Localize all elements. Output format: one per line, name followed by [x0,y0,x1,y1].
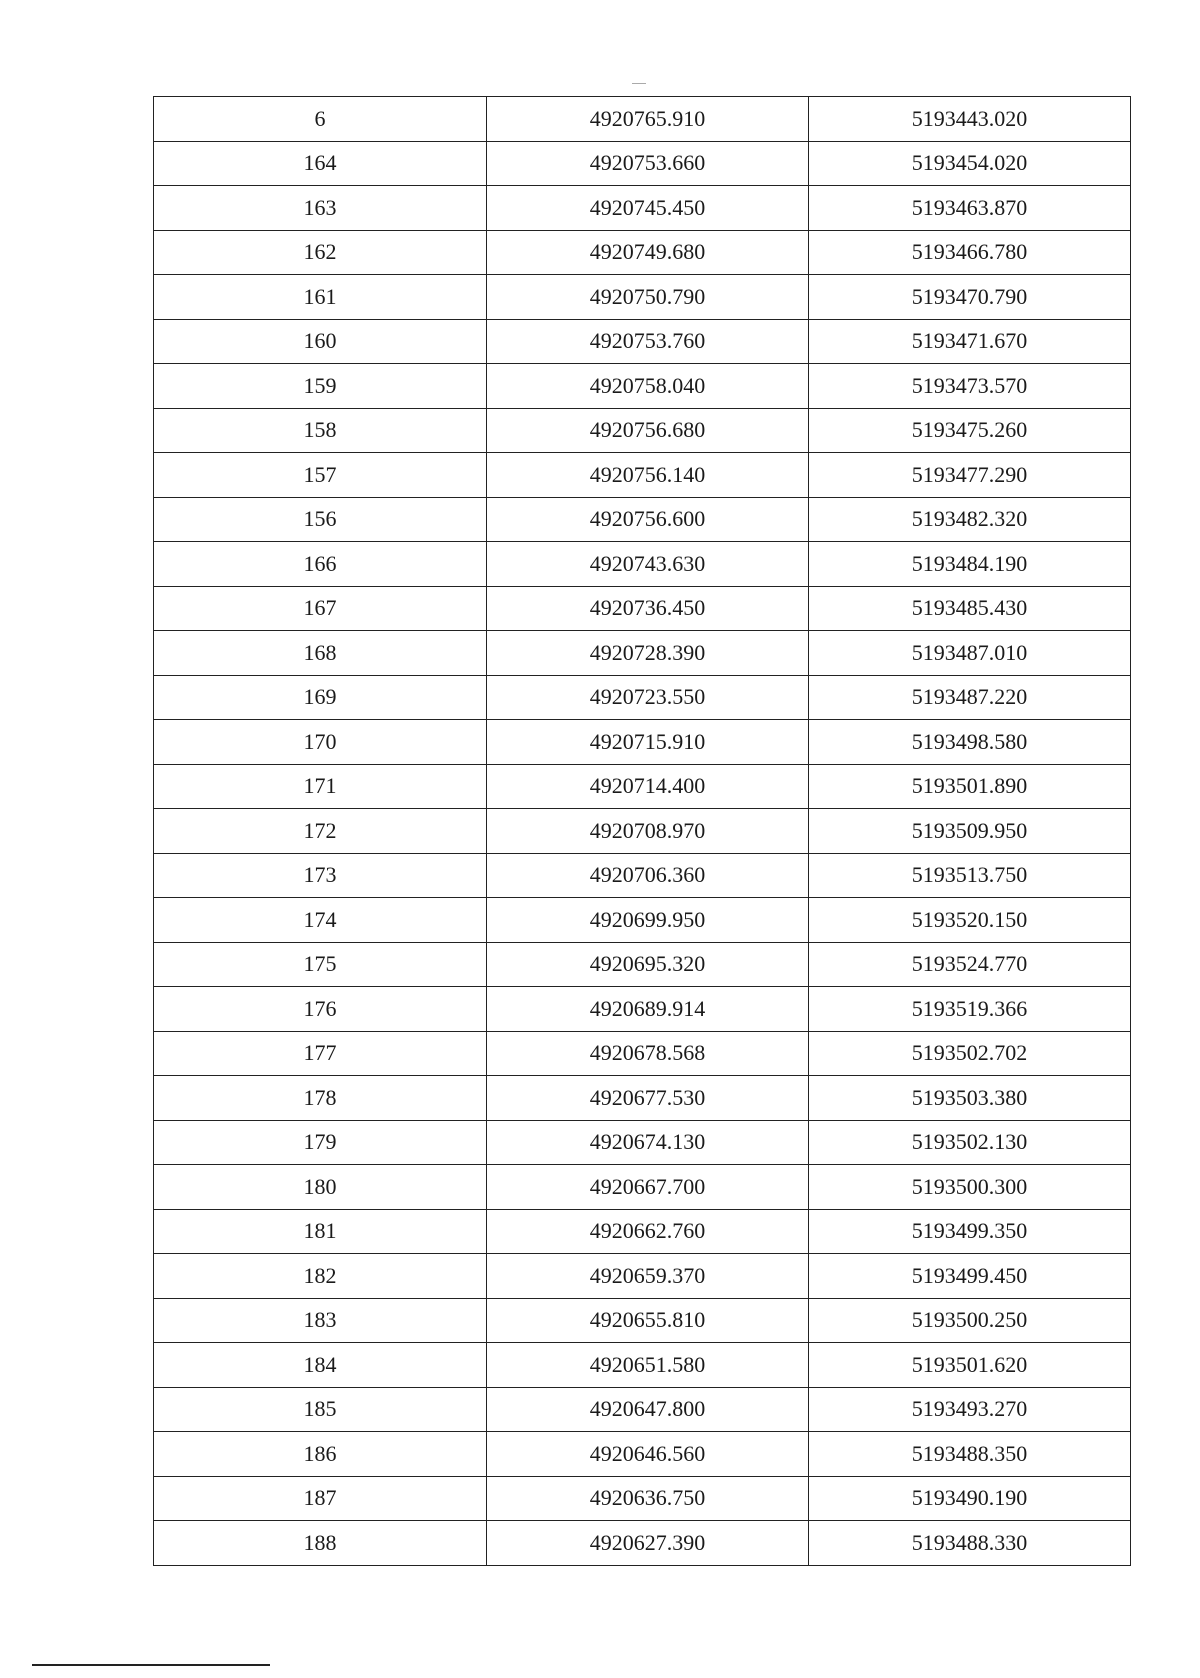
x-coordinate-cell: 4920646.560 [487,1432,809,1477]
footnote-separator [32,1664,270,1666]
point-number-cell: 171 [154,764,487,809]
y-coordinate-cell: 5193498.580 [809,720,1131,765]
y-coordinate-cell: 5193487.220 [809,675,1131,720]
x-coordinate-cell: 4920728.390 [487,631,809,676]
x-coordinate-cell: 4920706.360 [487,853,809,898]
point-number-cell: 174 [154,898,487,943]
coordinates-table-body [154,97,1131,1566]
point-number-cell: 187 [154,1476,487,1521]
y-coordinate-cell: 5193485.430 [809,586,1131,631]
table-row [154,186,1131,231]
table-row [154,1120,1131,1165]
point-number-cell: 180 [154,1165,487,1210]
point-number-cell: 179 [154,1120,487,1165]
point-number-cell: 160 [154,319,487,364]
y-coordinate-cell: 5193500.300 [809,1165,1131,1210]
x-coordinate-cell: 4920678.568 [487,1031,809,1076]
table-row [154,942,1131,987]
y-coordinate-cell: 5193463.870 [809,186,1131,231]
y-coordinate-cell: 5193466.780 [809,230,1131,275]
x-coordinate-cell: 4920689.914 [487,987,809,1032]
point-number-cell: 6 [154,97,487,142]
x-coordinate-cell: 4920745.450 [487,186,809,231]
table-row [154,1031,1131,1076]
point-number-cell: 167 [154,586,487,631]
x-coordinate-cell: 4920753.760 [487,319,809,364]
table-row [154,631,1131,676]
point-number-cell: 188 [154,1521,487,1566]
point-number-cell: 168 [154,631,487,676]
y-coordinate-cell: 5193484.190 [809,542,1131,587]
table-row [154,408,1131,453]
y-coordinate-cell: 5193454.020 [809,141,1131,186]
table-row [154,141,1131,186]
y-coordinate-cell: 5193443.020 [809,97,1131,142]
x-coordinate-cell: 4920749.680 [487,230,809,275]
x-coordinate-cell: 4920714.400 [487,764,809,809]
y-coordinate-cell: 5193502.702 [809,1031,1131,1076]
y-coordinate-cell: 5193482.320 [809,497,1131,542]
x-coordinate-cell: 4920659.370 [487,1254,809,1299]
point-number-cell: 175 [154,942,487,987]
table-row [154,720,1131,765]
table-row [154,364,1131,409]
table-row [154,1298,1131,1343]
y-coordinate-cell: 5193499.450 [809,1254,1131,1299]
x-coordinate-cell: 4920677.530 [487,1076,809,1121]
point-number-cell: 170 [154,720,487,765]
point-number-cell: 183 [154,1298,487,1343]
point-number-cell: 173 [154,853,487,898]
point-number-cell: 157 [154,453,487,498]
x-coordinate-cell: 4920667.700 [487,1165,809,1210]
y-coordinate-cell: 5193488.330 [809,1521,1131,1566]
x-coordinate-cell: 4920699.950 [487,898,809,943]
point-number-cell: 156 [154,497,487,542]
point-number-cell: 181 [154,1209,487,1254]
x-coordinate-cell: 4920627.390 [487,1521,809,1566]
table-row [154,1387,1131,1432]
x-coordinate-cell: 4920636.750 [487,1476,809,1521]
table-row [154,1343,1131,1388]
table-row [154,586,1131,631]
point-number-cell: 158 [154,408,487,453]
table-row [154,453,1131,498]
x-coordinate-cell: 4920756.680 [487,408,809,453]
point-number-cell: 162 [154,230,487,275]
y-coordinate-cell: 5193493.270 [809,1387,1131,1432]
table-row [154,1165,1131,1210]
y-coordinate-cell: 5193477.290 [809,453,1131,498]
coordinates-table [153,96,1131,1566]
y-coordinate-cell: 5193524.770 [809,942,1131,987]
table-row [154,542,1131,587]
table-row [154,809,1131,854]
x-coordinate-cell: 4920753.660 [487,141,809,186]
point-number-cell: 159 [154,364,487,409]
y-coordinate-cell: 5193488.350 [809,1432,1131,1477]
point-number-cell: 169 [154,675,487,720]
table-row [154,1209,1131,1254]
x-coordinate-cell: 4920750.790 [487,275,809,320]
table-row [154,764,1131,809]
y-coordinate-cell: 5193501.620 [809,1343,1131,1388]
x-coordinate-cell: 4920758.040 [487,364,809,409]
y-coordinate-cell: 5193500.250 [809,1298,1131,1343]
point-number-cell: 185 [154,1387,487,1432]
table-row [154,319,1131,364]
y-coordinate-cell: 5193470.790 [809,275,1131,320]
point-number-cell: 182 [154,1254,487,1299]
y-coordinate-cell: 5193503.380 [809,1076,1131,1121]
y-coordinate-cell: 5193490.190 [809,1476,1131,1521]
table-row [154,675,1131,720]
point-number-cell: 164 [154,141,487,186]
y-coordinate-cell: 5193487.010 [809,631,1131,676]
table-row [154,1432,1131,1477]
point-number-cell: 178 [154,1076,487,1121]
table-row [154,1076,1131,1121]
point-number-cell: 177 [154,1031,487,1076]
point-number-cell: 186 [154,1432,487,1477]
y-coordinate-cell: 5193471.670 [809,319,1131,364]
table-row [154,1254,1131,1299]
y-coordinate-cell: 5193519.366 [809,987,1131,1032]
x-coordinate-cell: 4920756.140 [487,453,809,498]
x-coordinate-cell: 4920756.600 [487,497,809,542]
point-number-cell: 176 [154,987,487,1032]
y-coordinate-cell: 5193475.260 [809,408,1131,453]
x-coordinate-cell: 4920708.970 [487,809,809,854]
x-coordinate-cell: 4920674.130 [487,1120,809,1165]
page-top-mark [632,83,646,84]
table-row [154,1476,1131,1521]
y-coordinate-cell: 5193473.570 [809,364,1131,409]
point-number-cell: 172 [154,809,487,854]
x-coordinate-cell: 4920662.760 [487,1209,809,1254]
x-coordinate-cell: 4920651.580 [487,1343,809,1388]
y-coordinate-cell: 5193501.890 [809,764,1131,809]
table-row [154,230,1131,275]
y-coordinate-cell: 5193502.130 [809,1120,1131,1165]
x-coordinate-cell: 4920723.550 [487,675,809,720]
table-row [154,987,1131,1032]
point-number-cell: 163 [154,186,487,231]
y-coordinate-cell: 5193513.750 [809,853,1131,898]
x-coordinate-cell: 4920655.810 [487,1298,809,1343]
y-coordinate-cell: 5193520.150 [809,898,1131,943]
table-row [154,898,1131,943]
y-coordinate-cell: 5193509.950 [809,809,1131,854]
table-row [154,853,1131,898]
x-coordinate-cell: 4920743.630 [487,542,809,587]
point-number-cell: 161 [154,275,487,320]
point-number-cell: 184 [154,1343,487,1388]
x-coordinate-cell: 4920715.910 [487,720,809,765]
y-coordinate-cell: 5193499.350 [809,1209,1131,1254]
table-row [154,275,1131,320]
x-coordinate-cell: 4920647.800 [487,1387,809,1432]
table-row [154,97,1131,142]
table-row [154,497,1131,542]
x-coordinate-cell: 4920765.910 [487,97,809,142]
x-coordinate-cell: 4920695.320 [487,942,809,987]
table-row [154,1521,1131,1566]
point-number-cell: 166 [154,542,487,587]
x-coordinate-cell: 4920736.450 [487,586,809,631]
